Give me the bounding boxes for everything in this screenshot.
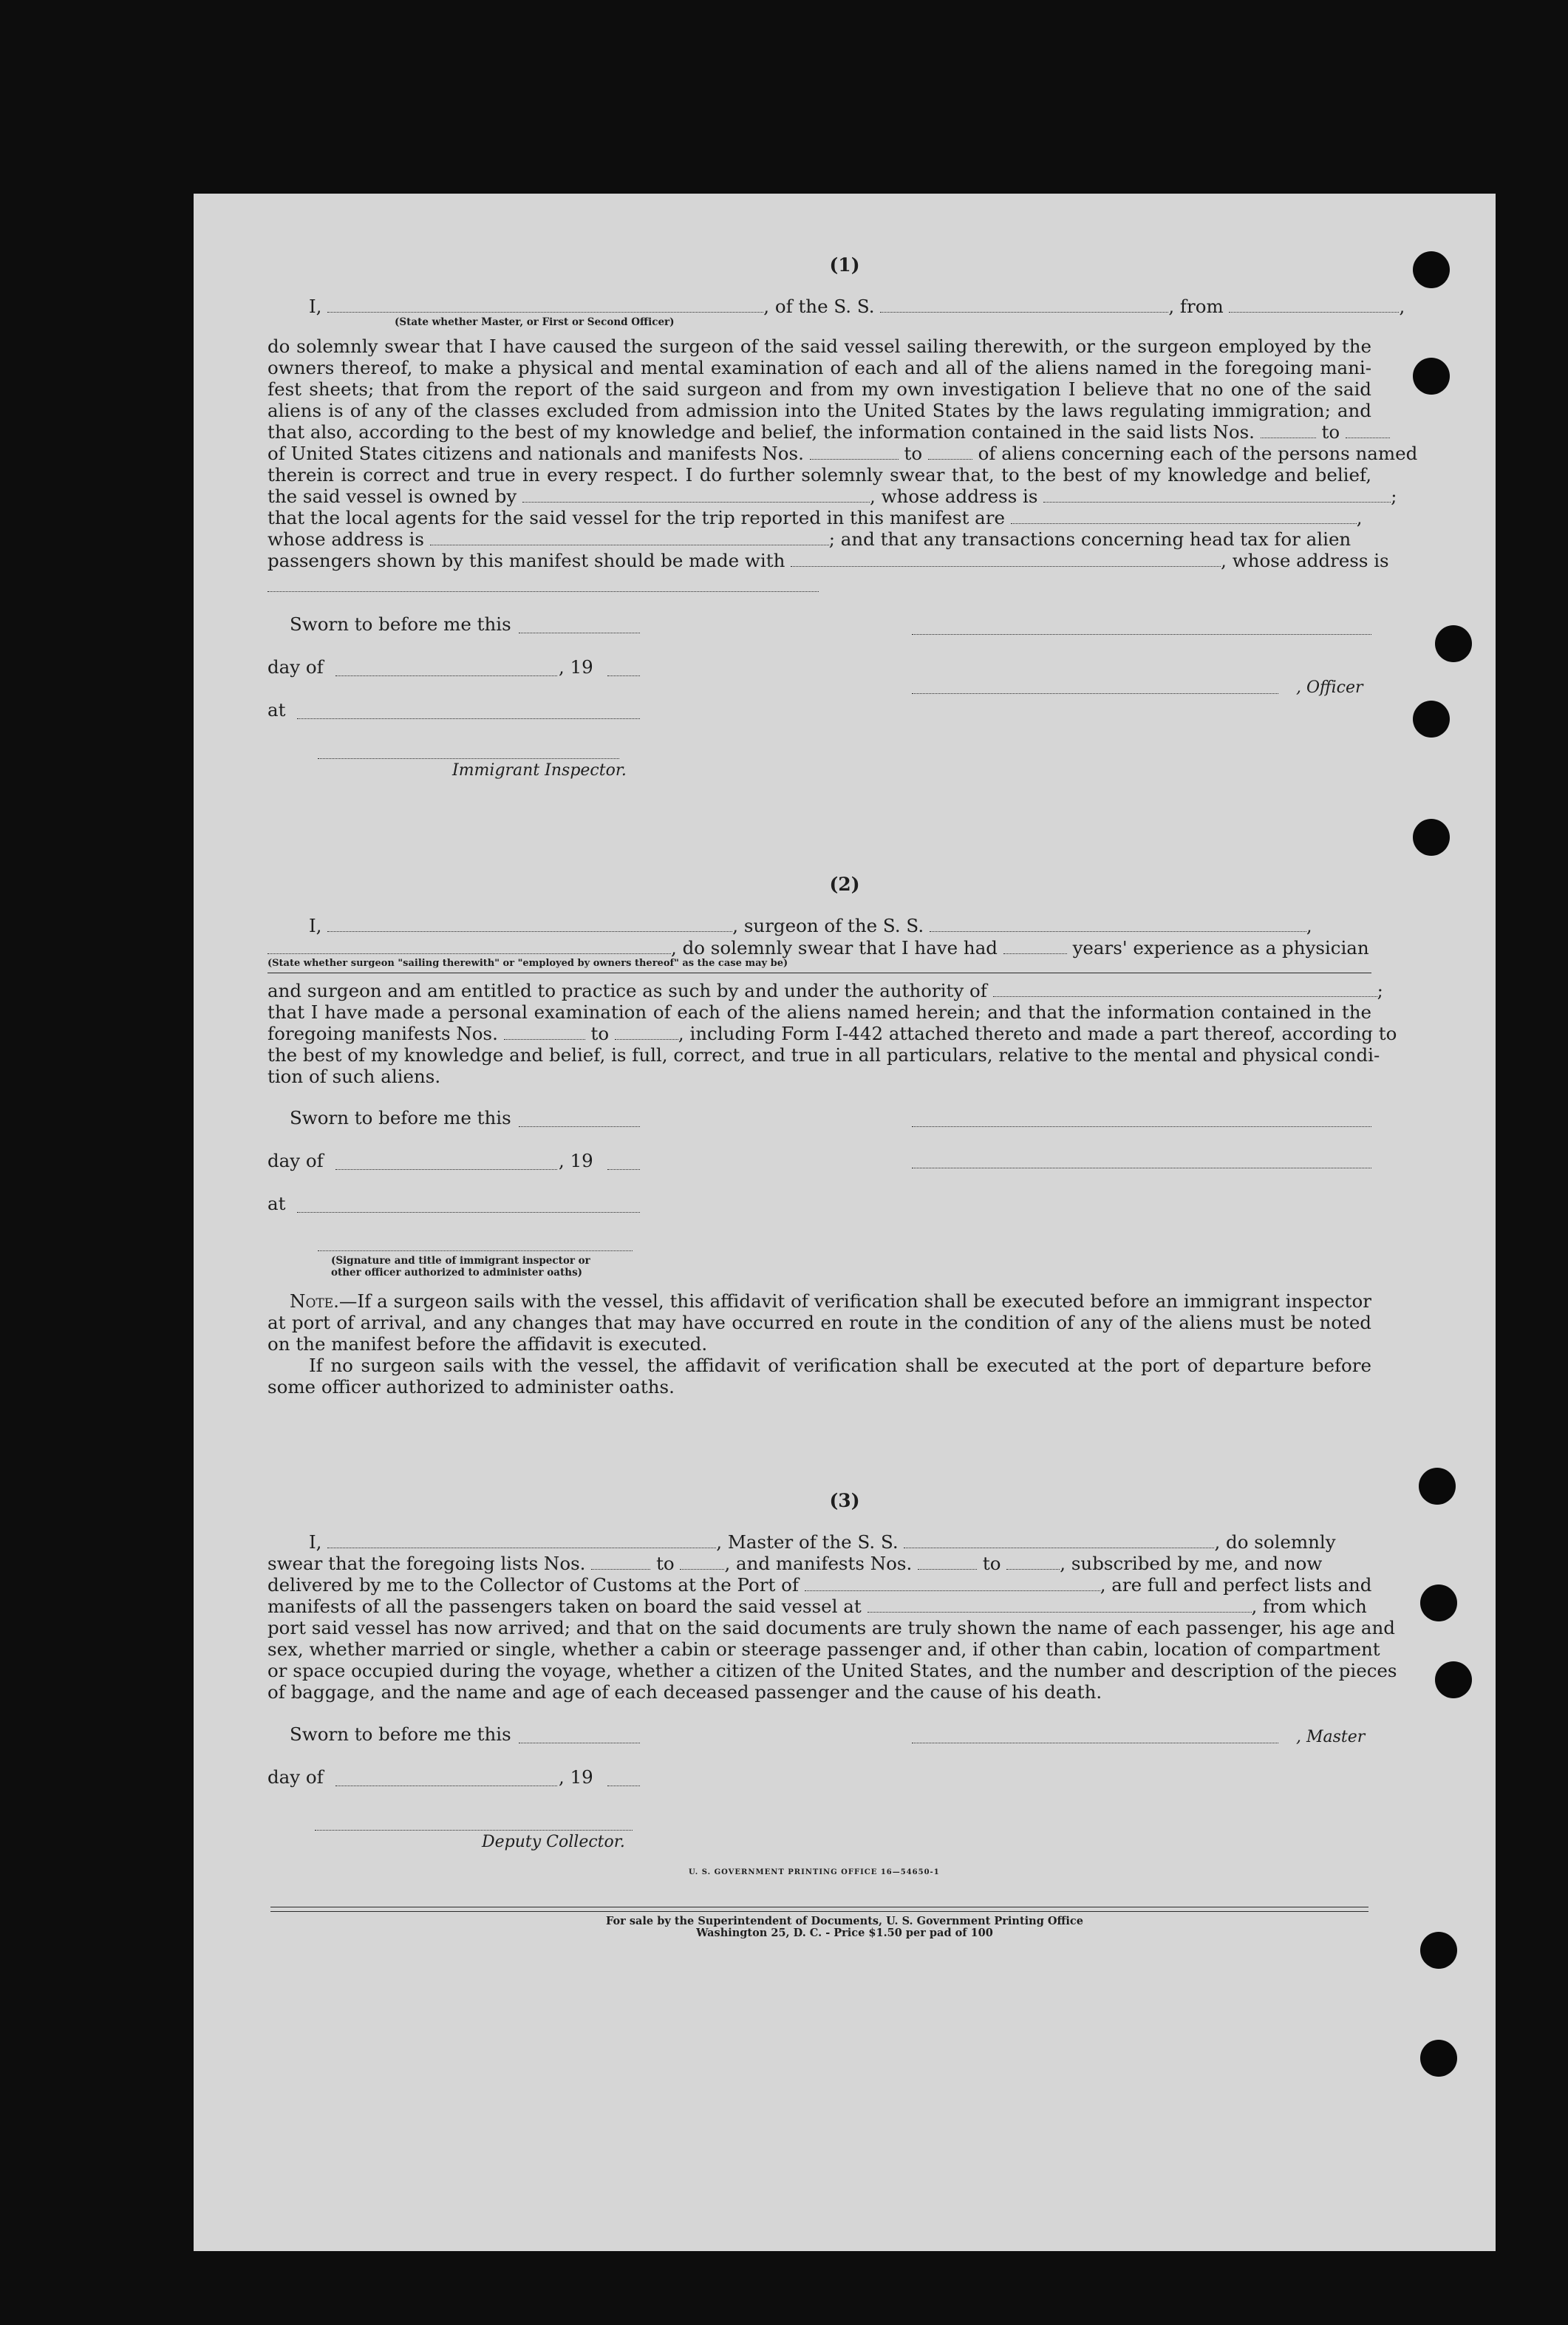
note-paragraph-2: If no surgeon sails with the vessel, the affidavit of verification shall be executed at the port of departure before some officer authorized to administer oaths.: [267, 1355, 1371, 1398]
section-2-line-2: , do solemnly swear that I have had years' experience as a physician: [267, 937, 1371, 959]
master-list-from-field[interactable]: [591, 1556, 650, 1570]
section-1-line-4: fest sheets; that from the report of the said surgeon and from my own investigation I believe that no one of the said: [267, 378, 1371, 400]
section-2-line-6: the best of my knowledge and belief, is full, correct, and true in all particulars, relative to the mental and physical condi-: [267, 1044, 1380, 1066]
surgeon-manifest-to-field[interactable]: [615, 1026, 678, 1040]
signature-hint-2: other officer authorized to administer oaths): [331, 1267, 583, 1279]
surgeon-status-field[interactable]: [267, 940, 671, 954]
section-2-line-5: foregoing manifests Nos. to , including Form I-442 attached thereto and made a part thereof, according to: [267, 1023, 1397, 1044]
surgeon-name-field[interactable]: [327, 918, 732, 932]
officer-title: , Officer: [1296, 678, 1363, 697]
day-label: day of: [267, 1766, 324, 1788]
manifest-from-field[interactable]: [810, 446, 899, 460]
master-name-field[interactable]: [327, 1534, 716, 1548]
sale-notice-line-2: Washington 25, D. C. - Price $1.50 per pad of 100: [696, 1927, 993, 1939]
footer-rule: [270, 1911, 1368, 1912]
section-2-line-1: I, , surgeon of the S. S. ,: [309, 915, 1312, 936]
punch-hole: [1420, 1584, 1457, 1621]
sworn-month-field[interactable]: [335, 1169, 557, 1170]
sworn-label: Sworn to before me this: [290, 1107, 511, 1129]
agents-address-field[interactable]: [430, 531, 829, 545]
sworn-year-field[interactable]: [607, 675, 640, 676]
vessel-owner-field[interactable]: [522, 489, 870, 503]
gpo-imprint: U. S. GOVERNMENT PRINTING OFFICE 16—54650-1: [689, 1868, 940, 1876]
punch-hole: [1413, 701, 1450, 738]
departure-port-field[interactable]: [1229, 299, 1399, 313]
years-experience-field[interactable]: [1003, 940, 1067, 954]
section-2-number: (2): [829, 874, 860, 895]
sworn-month-field[interactable]: [335, 675, 557, 676]
year-label: , 19: [559, 656, 593, 678]
master-manifest-from-field[interactable]: [918, 1556, 977, 1570]
at-label: at: [267, 1193, 286, 1214]
section-3-line-2: swear that the foregoing lists Nos. to , and manifests Nos. to , subscribed by me, and now: [267, 1553, 1323, 1574]
section-1-line-6: that also, according to the best of my knowledge and belief, the information contained in the said lists Nos. to: [267, 421, 1371, 443]
section-1-line-10: that the local agents for the said vessel for the trip reported in this manifest are ,: [267, 507, 1363, 528]
manifest-affidavit-page: [194, 194, 1496, 2251]
officer-rank-field[interactable]: [327, 299, 763, 313]
section-2-line-4: that I have made a personal examination of each of the aliens named herein; and that the information contained in the: [267, 1001, 1371, 1023]
practice-authority-field[interactable]: [993, 983, 1377, 997]
vessel-name-field[interactable]: [880, 299, 1168, 313]
section-3-line-8: of baggage, and the name and age of each deceased passenger and the cause of his death.: [267, 1681, 1102, 1703]
head-tax-agent-field[interactable]: [791, 553, 1221, 567]
sworn-label: Sworn to before me this: [290, 1723, 511, 1745]
arrival-port-field[interactable]: [805, 1577, 1100, 1591]
section-3-line-6: sex, whether married or single, whether a cabin or steerage passenger and, if other than cabin, location of compartment: [267, 1638, 1380, 1660]
officer-signature-line-2[interactable]: [912, 693, 1278, 694]
master-vessel-field[interactable]: [904, 1534, 1214, 1548]
master-manifest-to-field[interactable]: [1006, 1556, 1060, 1570]
section-3-line-5: port said vessel has now arrived; and that on the said documents are truly shown the name of each passenger, his age and: [267, 1617, 1395, 1638]
section-3-line-1: I, , Master of the S. S. , do solemnly: [309, 1531, 1336, 1553]
year-label: , 19: [559, 1766, 593, 1788]
surgeon-status-hint: (State whether surgeon "sailing therewith" or "employed by owners thereof" as the case may be): [267, 958, 788, 969]
section-3-line-7: or space occupied during the voyage, whether a citizen of the United States, and the number and description of the pieces: [267, 1660, 1397, 1681]
sworn-place-field[interactable]: [297, 718, 640, 719]
owner-address-field[interactable]: [1043, 489, 1391, 503]
head-tax-address-field[interactable]: [267, 591, 819, 592]
section-1-line-5: aliens is of any of the classes excluded from admission into the United States by the laws regulating immigration; and: [267, 400, 1371, 421]
master-list-to-field[interactable]: [680, 1556, 724, 1570]
section-1-line-11: whose address is ; and that any transactions concerning head tax for alien: [267, 528, 1351, 550]
sworn-label: Sworn to before me this: [290, 613, 511, 635]
officer-signature-line-1[interactable]: [912, 634, 1371, 635]
section-1-line-2: do solemnly swear that I have caused the surgeon of the said vessel sailing therewith, or the surgeon employed by the: [267, 336, 1371, 357]
inspector-signature-field[interactable]: [318, 758, 619, 759]
collector-signature-field[interactable]: [315, 1830, 633, 1831]
section-1-number: (1): [829, 254, 860, 276]
note-label: Note.: [290, 1290, 339, 1312]
at-label: at: [267, 699, 286, 721]
punch-hole: [1420, 2040, 1457, 2077]
local-agents-field[interactable]: [1011, 510, 1357, 524]
citizen-list-from-field[interactable]: [1261, 424, 1316, 438]
day-label: day of: [267, 656, 324, 678]
sworn-year-field[interactable]: [607, 1169, 640, 1170]
section-3-line-3: delivered by me to the Collector of Customs at the Port of , are full and perfect lists and: [267, 1574, 1372, 1596]
note-paragraph-1: Note.—If a surgeon sails with the vessel, this affidavit of verification shall be executed before an immigrant inspector at port of arrival, and any changes that may have occurred en route in the condition of any of the aliens must be noted on the manifest before the affidavit is executed.: [267, 1290, 1371, 1355]
surgeon-vessel-field[interactable]: [930, 918, 1306, 932]
section-2-line-3: and surgeon and am entitled to practice as such by and under the authority of ;: [267, 980, 1383, 1001]
master-title: , Master: [1296, 1728, 1366, 1746]
section-3-line-4: manifests of all the passengers taken on board the said vessel at , from which: [267, 1596, 1367, 1617]
administering-officer-signature-field[interactable]: [318, 1250, 633, 1251]
section-1-line-1: I, , of the S. S. , from ,: [309, 296, 1405, 317]
manifest-to-field[interactable]: [928, 446, 972, 460]
punch-hole: [1413, 358, 1450, 395]
sale-notice-line-1: For sale by the Superintendent of Documents, U. S. Government Printing Office: [606, 1915, 1083, 1927]
surgeon-manifest-from-field[interactable]: [504, 1026, 585, 1040]
section-1-line-9: the said vessel is owned by , whose address is ;: [267, 486, 1397, 507]
section-2-line-7: tion of such aliens.: [267, 1066, 441, 1087]
section-1-line-12: passengers shown by this manifest should be made with , whose address is: [267, 550, 1389, 571]
rank-hint: (State whether Master, or First or Second Officer): [395, 316, 675, 328]
punch-hole: [1435, 625, 1472, 662]
punch-hole: [1435, 1661, 1472, 1698]
year-label: , 19: [559, 1150, 593, 1171]
surgeon-signature-line-1[interactable]: [912, 1126, 1371, 1127]
section-1-line-3: owners thereof, to make a physical and mental examination of each and all of the aliens named in the foregoing mani-: [267, 357, 1371, 378]
day-label: day of: [267, 1150, 324, 1171]
citizen-list-to-field[interactable]: [1346, 424, 1390, 438]
sworn-place-field[interactable]: [297, 1212, 640, 1213]
section-3-number: (3): [829, 1490, 860, 1511]
signature-hint-1: (Signature and title of immigrant inspector or: [331, 1255, 590, 1267]
embarkation-port-field[interactable]: [867, 1599, 1252, 1613]
section-1-line-8: therein is correct and true in every respect. I do further solemnly swear that, to the best of my knowledge and belief,: [267, 464, 1371, 486]
punch-hole: [1413, 819, 1450, 856]
collector-title: Deputy Collector.: [482, 1833, 625, 1851]
sworn-date-field[interactable]: [519, 1126, 640, 1127]
inspector-title: Immigrant Inspector.: [452, 761, 627, 780]
section-1-line-7: of United States citizens and nationals and manifests Nos. to of aliens concerning each of the persons named: [267, 443, 1418, 464]
